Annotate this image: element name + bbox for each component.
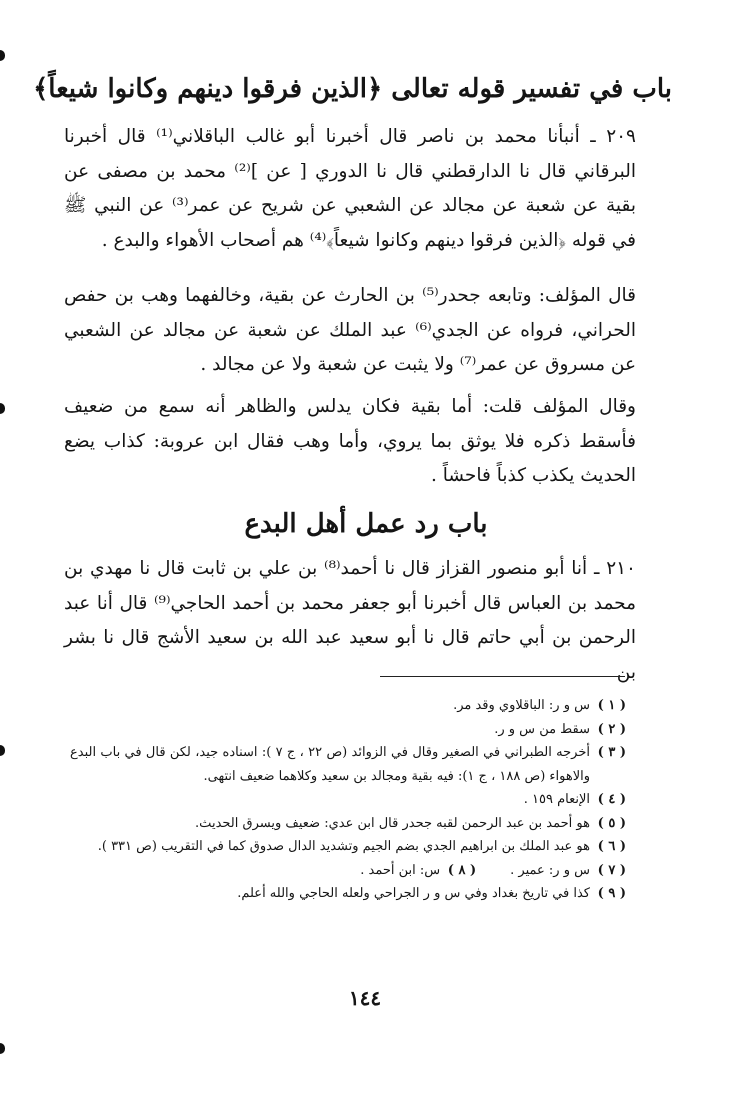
chapter-heading-1: باب في تفسير قوله تعالى ﴿الذين فرقوا دينهم وكانوا شيعاً﴾ xyxy=(33,74,672,104)
footnote-number: ( ٧ ) xyxy=(597,862,626,878)
author-note-paragraph: وقال المؤلف قلت: أما بقية فكان يدلس والظاهر أنه سمع من ضعيف فأسقط ذكره فلا يوثق بما يروي، وأما وهب فقال ابن عروبة: كذاب يضع الحديث يكذب كذباً فاحشاً . xyxy=(64,396,636,486)
footnote xyxy=(70,694,626,718)
footnote xyxy=(70,812,626,836)
footnote-number: ( ٥ ) xyxy=(597,815,626,831)
footnote xyxy=(70,718,626,742)
footnote-number: ( ٩ ) xyxy=(597,886,626,901)
binding-mark xyxy=(0,745,5,756)
binding-mark xyxy=(0,403,5,414)
footnotes xyxy=(70,694,626,906)
footnote-text: الإنعام ١٥٩ . xyxy=(523,792,590,807)
page-number: ١٤٤ xyxy=(348,986,382,1010)
footnote-text: س و ر: عمير . xyxy=(510,862,590,878)
footnote xyxy=(70,835,626,859)
footnote xyxy=(70,882,626,906)
footnote-text: هو عبد الملك بن ابراهيم الجدي بضم الجيم وتشديد الدال صدوق كما في التقريب (ص ٣٣١ ). xyxy=(97,839,590,854)
footnote-divider xyxy=(380,676,625,677)
footnote xyxy=(360,859,476,883)
footnote-text: س: ابن أحمد . xyxy=(360,862,441,878)
hadith-210-paragraph: ٢١٠ ـ أنا أبو منصور القزاز قال نا أحمد⁽⁸⁾ بن علي بن ثابت قال نا مهدي بن محمد بن العباس قال أخبرنا أبو جعفر محمد بن أحمد الحاجي⁽⁹⁾ قال أنا عبد الرحمن بن أبي حاتم قال نا أبو سعيد عبد الله بن سعيد الأشج قال نا بشر بن xyxy=(64,558,636,683)
author-comment-paragraph: قال المؤلف: وتابعه جحدر⁽⁵⁾ بن الحارث عن بقية، وخالفهما وهب بن حفص الحراني، فرواه عن الجدي⁽⁶⁾ عبد الملك عن شعبة عن مجالد عن الشعبي عن مسروق عن عمر⁽⁷⁾ ولا يثبت عن شعبة ولا عن مجالد . xyxy=(64,285,636,375)
footnote-number: ( ٢ ) xyxy=(597,721,626,737)
footnote-text: أخرجه الطبراني في الصغير وقال في الزوائد (ص ٢٢ ، ج ٧ ): اسناده جيد، لكن قال في باب البدع والاهواء (ص ١٨٨ ، ج ١): فيه بقية ومجالد بن سعيد وكلاهما ضعيف انتهى. xyxy=(70,745,591,784)
footnote-number: ( ٣ ) xyxy=(597,745,626,760)
footnote-text: س و ر: الباقلاوي وقد مر. xyxy=(453,698,590,713)
footnote-number: ( ١ ) xyxy=(597,698,626,713)
footnote-number: ( ٦ ) xyxy=(597,839,626,854)
footnote-text: هو أحمد بن عبد الرحمن لقبه جحدر قال ابن عدي: ضعيف ويسرق الحديث. xyxy=(195,815,590,831)
footnote-text: سقط من س و ر. xyxy=(494,721,590,737)
footnote-row xyxy=(70,859,626,883)
binding-mark xyxy=(0,1043,5,1054)
footnote-number: ( ٤ ) xyxy=(597,792,626,807)
footnote xyxy=(70,788,626,812)
footnote xyxy=(70,741,626,788)
chapter-heading-2: باب رد عمل أهل البدع xyxy=(244,509,488,539)
footnote-number: ( ٨ ) xyxy=(447,862,477,878)
footnote-text: كذا في تاريخ بغداد وفي س و ر الجراحي ولعله الحاجي والله أعلم. xyxy=(237,886,590,901)
footnote xyxy=(510,859,626,883)
binding-mark xyxy=(0,50,5,61)
hadith-209-paragraph: ٢٠٩ ـ أنبأنا محمد بن ناصر قال أخبرنا أبو غالب الباقلاني⁽¹⁾ قال أخبرنا البرقاني قال نا الدارقطني قال نا الدوري [ عن ]⁽²⁾ محمد بن مصفى عن بقية عن شعبة عن مجالد عن الشعبي عن شريح عن عمر⁽³⁾ عن النبي ﷺ في قوله ﴿الذين فرقوا دينهم وكانوا شيعاً﴾⁽⁴⁾ هم أصحاب الأهواء والبدع . xyxy=(64,126,636,251)
